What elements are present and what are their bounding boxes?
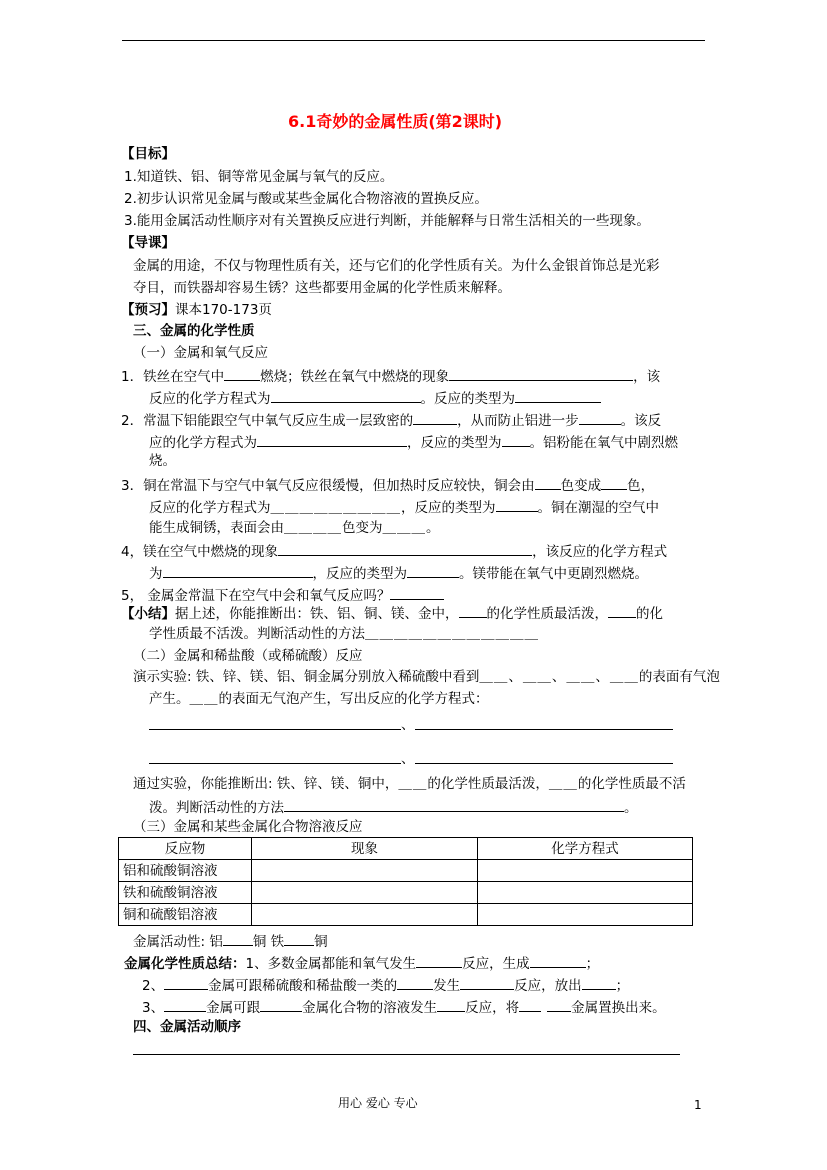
question-4-line2: 为 ，反应的类型为 。镁带能在氧气中更剧烈燃烧。	[149, 563, 648, 583]
blank[interactable]	[579, 410, 621, 425]
blank[interactable]	[284, 797, 624, 812]
separator: 、	[401, 717, 415, 733]
table-cell: 铜和硫酸铝溶液	[119, 904, 252, 926]
blank[interactable]	[413, 410, 457, 425]
table-header: 反应物	[119, 838, 252, 860]
section4-heading: 四、金属活动顺序	[133, 1019, 241, 1035]
blank[interactable]	[459, 603, 487, 618]
chem-summary-line3: 3、 金属可跟 金属化合物的溶液发生 反应，将 金属置换出来。	[142, 997, 666, 1017]
intro-heading: 【导课】	[121, 235, 175, 251]
question-2-line2: 应的化学方程式为 ，反应的类型为 。铝粉能在氧气中剧烈燃	[149, 432, 678, 452]
table-cell[interactable]	[252, 860, 478, 882]
question-2-line1: 2．常温下铝能跟空气中氧气反应生成一层致密的 ，从而防止铝进一步 。该反	[121, 410, 661, 430]
blank[interactable]	[608, 603, 636, 618]
blank[interactable]	[224, 366, 260, 381]
page-number: 1	[694, 1098, 702, 1112]
blank[interactable]	[502, 432, 530, 447]
table-cell: 铝和硫酸铜溶液	[119, 860, 252, 882]
blank[interactable]	[397, 975, 433, 990]
blank[interactable]	[519, 997, 541, 1012]
blank[interactable]	[416, 953, 462, 968]
table-row	[119, 882, 693, 904]
blank[interactable]	[460, 975, 514, 990]
question-3-line3: 能生成铜锈，表面会由＿＿＿＿色变为＿＿＿。	[149, 520, 440, 536]
table-header-row	[119, 838, 693, 860]
blank[interactable]	[601, 475, 627, 490]
blank[interactable]	[164, 997, 206, 1012]
goal-item: 2.初步认识常见金属与酸或某些金属化合物溶液的置换反应。	[124, 191, 488, 207]
table-cell[interactable]	[478, 860, 693, 882]
equation-line[interactable]	[149, 763, 401, 764]
table-header: 现象	[252, 838, 478, 860]
table-cell: 铁和硫酸铜溶液	[119, 882, 252, 904]
question-3-line1: 3．铜在常温下与空气中氧气反应很缓慢，但加热时反应较快，铜会由 色变成 色，	[121, 475, 654, 495]
blank[interactable]	[278, 541, 532, 556]
table-cell[interactable]	[252, 882, 478, 904]
footer-motto: 用心 爱心 专心	[338, 1096, 418, 1110]
blank[interactable]	[535, 475, 561, 490]
blank[interactable]	[271, 388, 421, 403]
demo-line2: 产生。＿＿的表面无气泡产生，写出反应的化学方程式：	[149, 691, 489, 707]
blank[interactable]	[390, 585, 444, 600]
blank[interactable]	[496, 497, 538, 512]
equation-line[interactable]	[415, 729, 673, 730]
intro-text: 金属的用途，不仅与物理性质有关，还与它们的化学性质有关。为什么金银首饰总是光彩	[133, 258, 660, 274]
blank[interactable]	[530, 953, 586, 968]
blank[interactable]	[223, 931, 253, 946]
page-title: 6.1奇妙的金属性质(第2课时)	[288, 112, 503, 131]
blank[interactable]	[437, 997, 465, 1012]
preview-line	[121, 301, 272, 319]
goals-heading: 【目标】	[121, 146, 175, 162]
goal-item: 3.能用金属活动性顺序对有关置换反应进行判断，并能解释与日常生活相关的一些现象。	[124, 213, 650, 229]
chem-summary-heading: 金属化学性质总结：	[124, 956, 246, 972]
equation-line[interactable]	[415, 763, 673, 764]
question-1-line1: 1．铁丝在空气中 燃烧；铁丝在氧气中燃烧的现象 ，该	[121, 366, 660, 386]
chem-summary-line2: 2、 金属可跟稀硫酸和稀盐酸一类的 发生 反应，放出 ；	[142, 975, 629, 995]
blank[interactable]	[284, 931, 314, 946]
infer-line2: 泼。判断活动性的方法 。	[149, 797, 638, 817]
table-cell[interactable]	[478, 882, 693, 904]
blank[interactable]	[449, 366, 633, 381]
blank[interactable]	[582, 975, 616, 990]
summary-line2: 学性质最不活泼。判断活动性的方法＿＿＿＿＿＿＿＿＿＿＿＿	[149, 626, 539, 642]
table-row	[119, 860, 693, 882]
table-cell[interactable]	[478, 904, 693, 926]
header-rule	[122, 40, 705, 41]
summary-tag: 【小结】	[121, 606, 175, 622]
reaction-table	[118, 837, 693, 926]
blank[interactable]	[163, 563, 313, 578]
question-2-line3: 烧。	[149, 453, 176, 469]
section3-heading: 三、金属的化学性质	[133, 323, 255, 339]
blank[interactable]	[260, 997, 302, 1012]
blank[interactable]	[164, 975, 208, 990]
blank[interactable]	[515, 388, 601, 403]
chem-summary-line1: 金属化学性质总结：1、多数金属都能和氧气发生 反应，生成 ；	[124, 953, 599, 973]
blank[interactable]	[547, 997, 571, 1012]
question-5: 5， 金属金常温下在空气中会和氧气反应吗？	[121, 585, 444, 605]
summary-line1: 【小结】据上述，你能推断出：铁、铝、铜、镁、金中， 的化学性质最活泼， 的化	[121, 603, 663, 623]
table-header: 化学方程式	[478, 838, 693, 860]
question-4-line1: 4，镁在空气中燃烧的现象 ，该反应的化学方程式	[121, 541, 667, 561]
intro-text: 夺目，而铁器却容易生锈？这些都要用金属的化学性质来解释。	[133, 280, 511, 296]
blank[interactable]	[257, 432, 407, 447]
question-3-line2: 反应的化学方程式为＿＿＿＿＿＿＿＿＿，反应的类型为 。铜在潮湿的空气中	[149, 497, 659, 517]
activity-line: 金属活动性: 铝 铜 铁 铜	[133, 931, 328, 951]
preview-heading: 【预习】	[121, 302, 175, 318]
subsection-heading: （三）金属和某些金属化合物溶液反应	[133, 819, 363, 835]
infer-line1: 通过实验，你能推断出: 铁、锌、镁、铜中，＿＿的化学性质最活泼，＿＿的化学性质最不活	[133, 776, 686, 792]
demo-line1: 演示实验: 铁、锌、镁、铝、铜金属分别放入稀硫酸中看到＿＿、＿＿、＿＿、＿＿的表面有气泡	[133, 669, 720, 685]
preview-text: 课本170-173页	[175, 302, 272, 318]
subsection-heading: （一）金属和氧气反应	[133, 345, 268, 361]
blank[interactable]	[407, 563, 459, 578]
equation-line[interactable]	[149, 729, 401, 730]
answer-line[interactable]	[133, 1054, 680, 1055]
question-1-line2: 反应的化学方程式为 。反应的类型为	[149, 388, 601, 408]
table-cell[interactable]	[252, 904, 478, 926]
separator: 、	[401, 751, 415, 767]
subsection-heading: （二）金属和稀盐酸（或稀硫酸）反应	[133, 648, 363, 664]
goal-item: 1.知道铁、铝、铜等常见金属与氧气的反应。	[124, 169, 394, 185]
table-row	[119, 904, 693, 926]
